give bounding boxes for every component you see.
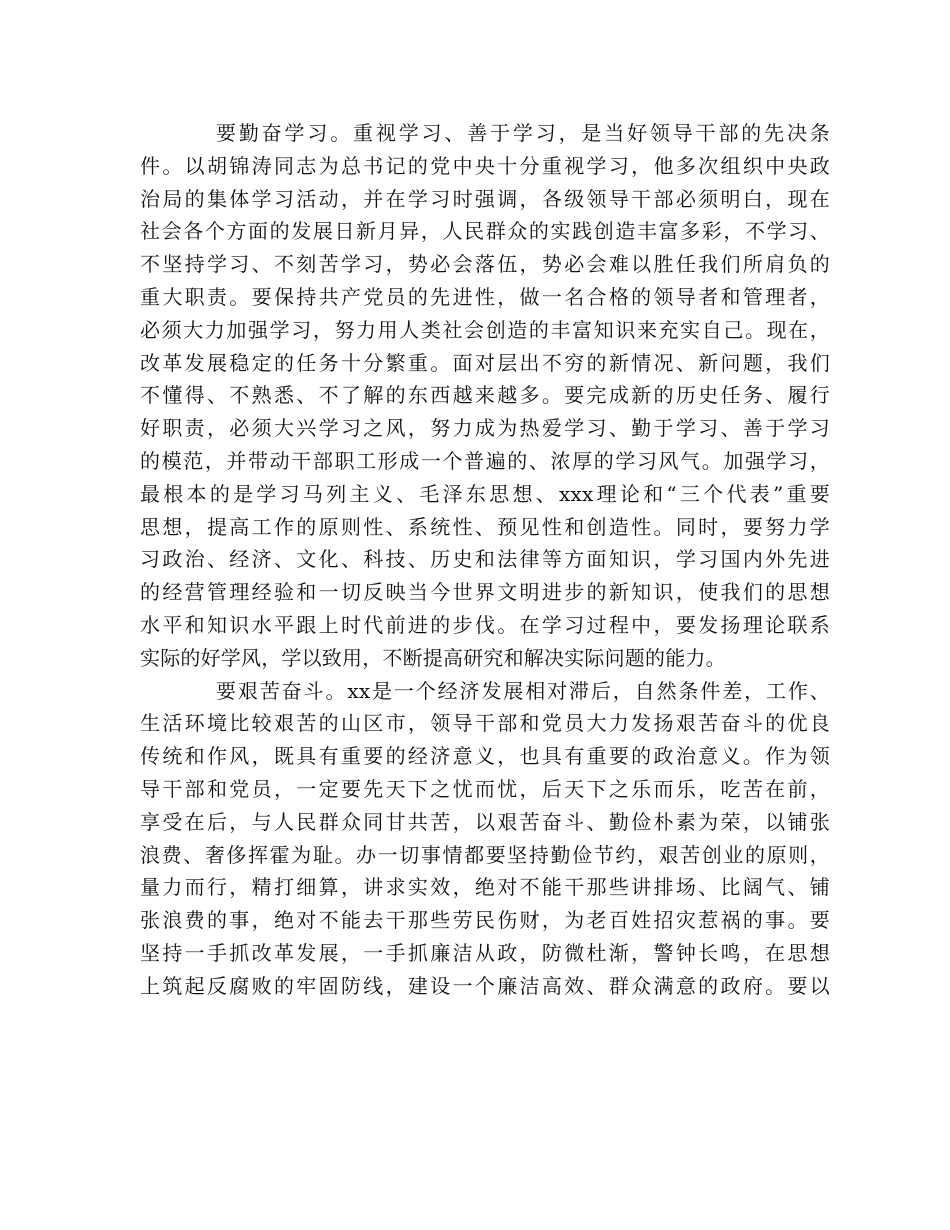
text-line: 生活环境比较艰苦的山区市，领导干部和党员大力发扬艰苦奋斗的优良	[140, 711, 830, 736]
text-line: 思想，提高工作的原则性、系统性、预见性和创造性。同时，要努力学	[140, 514, 830, 539]
text-line: 好职责，必须大兴学习之风，努力成为热爱学习、勤于学习、善于学习	[140, 416, 830, 441]
text-line: 最根本的是学习马列主义、毛泽东思想、xxx理论和“三个代表”重要	[140, 481, 830, 506]
text-line: 社会各个方面的发展日新月异，人民群众的实践创造丰富多彩，不学习、	[140, 219, 830, 244]
text-line: 享受在后，与人民群众同甘共苦，以艰苦奋斗、勤俭朴素为荣，以铺张	[140, 809, 830, 834]
text-line: 必须大力加强学习，努力用人类社会创造的丰富知识来充实自己。现在，	[140, 317, 830, 342]
text-line: 不坚持学习、不刻苦学习，势必会落伍，势必会难以胜任我们所肩负的	[140, 252, 830, 277]
text-line: 件。以胡锦涛同志为总书记的党中央十分重视学习，他多次组织中央政	[140, 153, 830, 178]
text-line: 不懂得、不熟悉、不了解的东西越来越多。要完成新的历史任务、履行	[140, 383, 830, 408]
text-line: 上筑起反腐败的牢固防线，建设一个廉洁高效、群众满意的政府。要以	[140, 973, 830, 998]
text-line: 传统和作风，既具有重要的经济意义，也具有重要的政治意义。作为领	[140, 744, 830, 769]
text-line: 水平和知识水平跟上时代前进的步伐。在学习过程中，要发扬理论联系	[140, 612, 830, 637]
text-line: 的经营管理经验和一切反映当今世界文明进步的新知识，使我们的思想	[140, 580, 830, 605]
text-line: 实际的好学风，学以致用，不断提高研究和解决实际问题的能力。	[140, 645, 726, 670]
text-line: 习政治、经济、文化、科技、历史和法律等方面知识，学习国内外先进	[140, 547, 830, 572]
document-body	[140, 117, 830, 1003]
text-line: 浪费、奢侈挥霍为耻。办一切事情都要坚持勤俭节约，艰苦创业的原则，	[140, 842, 830, 867]
text-line: 张浪费的事，绝对不能去干那些劳民伤财，为老百姓招灾惹祸的事。要	[140, 908, 830, 933]
text-line: 量力而行，精打细算，讲求实效，绝对不能干那些讲排场、比阔气、铺	[140, 875, 830, 900]
text-line: 要艰苦奋斗。xx是一个经济发展相对滞后，自然条件差，工作、	[216, 678, 830, 703]
paragraph-hard-work	[140, 675, 830, 1003]
text-line: 要勤奋学习。重视学习、善于学习，是当好领导干部的先决条	[216, 121, 830, 145]
text-line: 的模范，并带动干部职工形成一个普遍的、浓厚的学习风气。加强学习，	[140, 448, 830, 473]
text-line: 重大职责。要保持共产党员的先进性，做一名合格的领导者和管理者，	[140, 284, 830, 309]
text-line: 导干部和党员，一定要先天下之忧而忧，后天下之乐而乐，吃苦在前，	[140, 776, 830, 801]
paragraph-study	[140, 117, 830, 675]
text-line: 改革发展稳定的任务十分繁重。面对层出不穷的新情况、新问题，我们	[140, 350, 830, 375]
text-line: 坚持一手抓改革发展，一手抓廉洁从政，防微杜渐，警钟长鸣，在思想	[140, 940, 830, 965]
text-line: 治局的集体学习活动，并在学习时强调，各级领导干部必须明白，现在	[140, 186, 830, 211]
